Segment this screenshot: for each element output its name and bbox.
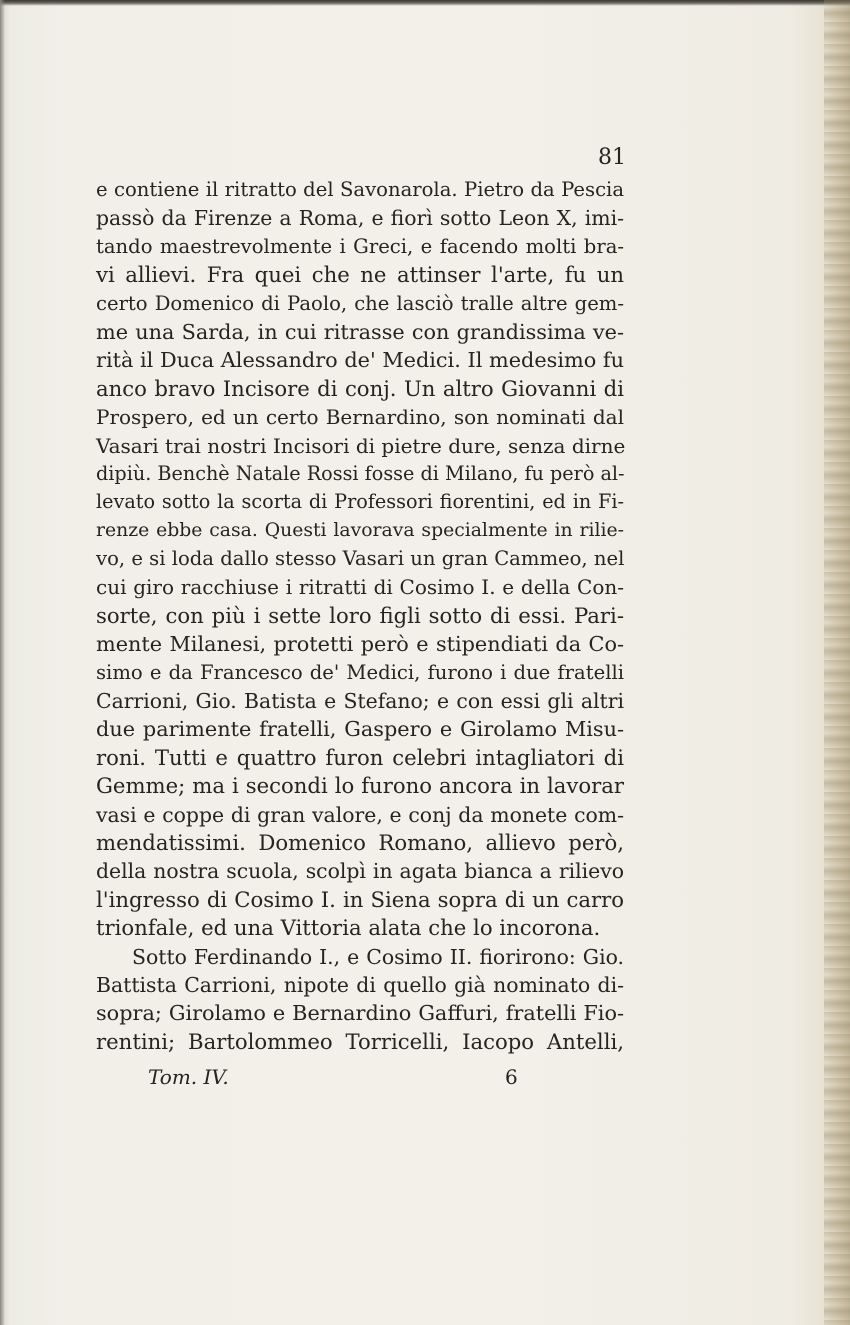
body-text [96, 176, 624, 1056]
text-line: anco bravo Incisore di conj. Un altro Giovanni di [96, 375, 624, 401]
text-line: tando maestrevolmente i Greci, e facendo molti bra- [96, 234, 624, 258]
page-deckled-edge [824, 0, 850, 1325]
text-line: rità il Duca Alessandro de' Medici. Il medesimo fu [96, 348, 624, 373]
text-line: dipiù. Benchè Natale Rossi fosse di Milano, fu però al- [96, 461, 625, 485]
text-line: vo, e si loda dallo stesso Vasari un gran Cammeo, nel [96, 547, 625, 571]
text-line: mente Milanesi, protetti però e stipendiati da Co- [96, 632, 624, 657]
text-line: sorte, con più i sette loro figli sotto di essi. Pari- [96, 602, 624, 628]
text-line: Battista Carrioni, nipote di quello già nominato di- [96, 972, 624, 997]
text-line: e contiene il ritratto del Savonarola. Pietro da Pescia [96, 178, 624, 201]
text-line: Vasari trai nostri Incisori di pietre dure, senza dirne [96, 433, 626, 458]
text-line: Prospero, ed un certo Bernardino, son nominati dal [96, 405, 624, 430]
text-line: Gemme; ma i secondi lo furono ancora in lavorar [96, 773, 624, 799]
page-left-edge [0, 0, 5, 1325]
text-line: due parimente fratelli, Gaspero e Girolamo Misu- [96, 717, 624, 742]
page-number: 81 [598, 145, 626, 170]
text-line: simo e da Francesco de' Medici, furono i due fratelli [96, 660, 624, 684]
text-line: levato sotto la scorta di Professori fiorentini, ed in Fi- [96, 490, 624, 514]
text-line: renze ebbe casa. Questi lavorava specialmente in rilie- [96, 519, 624, 541]
text-line: cui giro racchiuse i ritratti di Cosimo I. e della Con- [96, 575, 624, 600]
volume-label: Tom. IV. [148, 1065, 229, 1089]
text-line: me una Sarda, in cui ritrasse con grandissima ve- [96, 319, 624, 344]
page-top-edge [0, 0, 850, 6]
text-line: trionfale, ed una Vittoria alata che lo incorona. [96, 915, 601, 941]
text-line: l'ingresso di Cosimo I. in Siena sopra di un carro [96, 886, 624, 912]
text-line: roni. Tutti e quattro furon celebri intagliatori di [96, 744, 624, 770]
text-line: sopra; Girolamo e Bernardino Gaffuri, fratelli Fio- [96, 1001, 624, 1026]
text-line: certo Domenico di Paolo, che lasciò tralle altre gem- [96, 291, 624, 315]
signature-mark: 6 [505, 1065, 518, 1089]
text-line: passò da Firenze a Roma, e fiorì sotto Leon X, imi- [96, 206, 624, 231]
text-line: Sotto Ferdinando I., e Cosimo II. fiorirono: Gio. [132, 944, 624, 969]
text-line: Carrioni, Gio. Batista e Stefano; e con essi gli altri [96, 689, 624, 714]
text-line: rentini; Bartolommeo Torricelli, Iacopo Antelli, [96, 1028, 624, 1054]
text-line: vasi e coppe di gran valore, e conj da monete com- [96, 802, 624, 827]
text-line: vi allievi. Fra quei che ne attinser l'arte, fu un [96, 262, 624, 288]
text-line: mendatissimi. Domenico Romano, allievo però, [96, 829, 624, 855]
text-line: della nostra scuola, scolpì in agata bianca a rilievo [96, 859, 624, 884]
